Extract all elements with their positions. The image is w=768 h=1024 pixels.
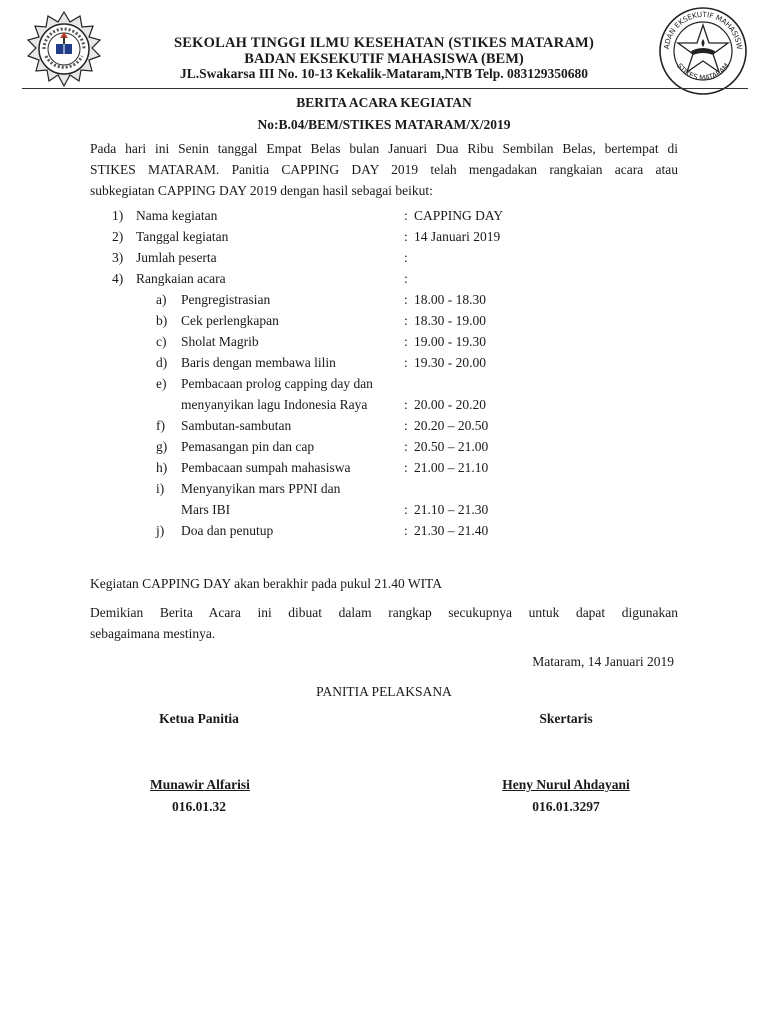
schedule-colon: : <box>404 439 408 454</box>
schedule-label: Doa dan penutup <box>181 523 274 538</box>
schedule-label: Pembacaan sumpah mahasiswa <box>181 460 351 475</box>
right-signer-id: 016.01.3297 <box>532 799 600 814</box>
schedule-colon: : <box>404 502 408 517</box>
schedule-letter: h) <box>156 460 168 475</box>
schedule-letter: i) <box>156 481 165 496</box>
svg-text:STIKES MATARAM: STIKES MATARAM <box>675 61 731 83</box>
schedule-time: 19.00 - 19.30 <box>414 334 486 349</box>
left-signer-id: 016.01.32 <box>172 799 226 814</box>
item-colon: : <box>404 229 408 244</box>
schedule-time: 20.20 – 20.50 <box>414 418 489 433</box>
address: JL.Swakarsa III No. 10-13 Kekalik-Mataram,NTB Telp. 083129350680 <box>179 66 589 81</box>
schedule-label: Baris dengan membawa lilin <box>181 355 336 370</box>
intro-paragraph <box>90 138 678 201</box>
schedule-colon: : <box>404 355 408 370</box>
schedule-time: 21.30 – 21.40 <box>414 523 489 538</box>
item-value: 14 Januari 2019 <box>414 229 501 244</box>
schedule-label: Pengregistrasian <box>181 292 271 307</box>
schedule-time: 21.10 – 21.30 <box>414 502 489 517</box>
schedule-colon: : <box>404 334 408 349</box>
schedule-letter: e) <box>156 376 167 391</box>
end-statement: Kegiatan CAPPING DAY akan berakhir pada pukul 21.40 WITA <box>90 576 442 591</box>
closing-paragraph <box>90 602 678 644</box>
schedule-colon: : <box>404 397 408 412</box>
committee-label: PANITIA PELAKSANA <box>316 684 452 699</box>
header-divider <box>22 88 748 89</box>
item-label: Nama kegiatan <box>136 208 218 223</box>
schedule-time: 18.00 - 18.30 <box>414 292 486 307</box>
schedule-label: Cek perlengkapan <box>181 313 279 328</box>
item-number: 1) <box>112 208 124 223</box>
schedule-letter: g) <box>156 439 168 454</box>
intro-line-2: STIKES MATARAM. Panitia CAPPING DAY 2019 telah mengadakan rangkaian acara atau <box>90 162 678 177</box>
schedule-colon: : <box>404 292 408 307</box>
closing-line-2: sebagaimana mestinya. <box>90 626 216 641</box>
schedule-letter: a) <box>156 292 167 307</box>
schedule-letter: j) <box>156 523 165 538</box>
schedule-time: 20.00 - 20.20 <box>414 397 486 412</box>
item-colon: : <box>404 208 408 223</box>
schedule-label: Pemasangan pin dan cap <box>181 439 315 454</box>
item-number: 2) <box>112 229 124 244</box>
item-value: CAPPING DAY <box>414 208 504 223</box>
svg-text:BADAN EKSEKUTIF MAHASISWA: ADAN EKSEKUTIF MAHASISW <box>661 9 745 50</box>
schedule-label: Menyanyikan mars PPNI dan <box>181 481 341 496</box>
item-colon: : <box>404 271 408 286</box>
schedule-label-cont: menyanyikan lagu Indonesia Raya <box>181 397 368 412</box>
left-signer-name: Munawir Alfarisi <box>150 777 250 792</box>
schedule-label: Sholat Magrib <box>181 334 259 349</box>
school-name: SEKOLAH TINGGI ILMU KESEHATAN (STIKES MATARAM) <box>174 35 594 51</box>
item-label: Tanggal kegiatan <box>136 229 229 244</box>
left-signer-title: Ketua Panitia <box>159 711 239 726</box>
item-label: Rangkaian acara <box>136 271 226 286</box>
right-signer-title: Skertaris <box>539 711 593 726</box>
item-number: 3) <box>112 250 124 265</box>
schedule-colon: : <box>404 313 408 328</box>
doc-number: No:B.04/BEM/STIKES MATARAM/X/2019 <box>257 117 511 132</box>
schedule-letter: c) <box>156 334 167 349</box>
intro-line-1: Pada hari ini Senin tanggal Empat Belas bulan Januari Dua Ribu Sembilan Belas, bertempat di <box>90 141 678 156</box>
right-signer-name: Heny Nurul Ahdayani <box>502 777 630 792</box>
schedule-colon: : <box>404 418 408 433</box>
schedule-time: 18.30 - 19.00 <box>414 313 486 328</box>
schedule-letter: f) <box>156 418 165 433</box>
schedule-colon: : <box>404 460 408 475</box>
intro-line-3: subkegiatan CAPPING DAY 2019 dengan hasil sebagai beikut: <box>90 183 433 198</box>
item-colon: : <box>404 250 408 265</box>
schedule-label: Sambutan-sambutan <box>181 418 292 433</box>
org-name: BADAN EKSEKUTIF MAHASISWA (BEM) <box>244 51 524 67</box>
schedule-label: Pembacaan prolog capping day dan <box>181 376 373 391</box>
schedule-time: 19.30 - 20.00 <box>414 355 486 370</box>
schedule-time: 20.50 – 21.00 <box>414 439 489 454</box>
schedule-colon: : <box>404 523 408 538</box>
item-label: Jumlah peserta <box>136 250 217 265</box>
schedule-label-cont: Mars IBI <box>181 502 231 517</box>
doc-title: BERITA ACARA KEGIATAN <box>296 95 472 110</box>
place-date: Mataram, 14 Januari 2019 <box>532 654 674 669</box>
schedule-letter: b) <box>156 313 168 328</box>
schedule-time: 21.00 – 21.10 <box>414 460 489 475</box>
item-number: 4) <box>112 271 124 286</box>
closing-line-1: Demikian Berita Acara ini dibuat dalam rangkap secukupnya untuk dapat digunakan <box>90 605 678 620</box>
schedule-letter: d) <box>156 355 168 370</box>
